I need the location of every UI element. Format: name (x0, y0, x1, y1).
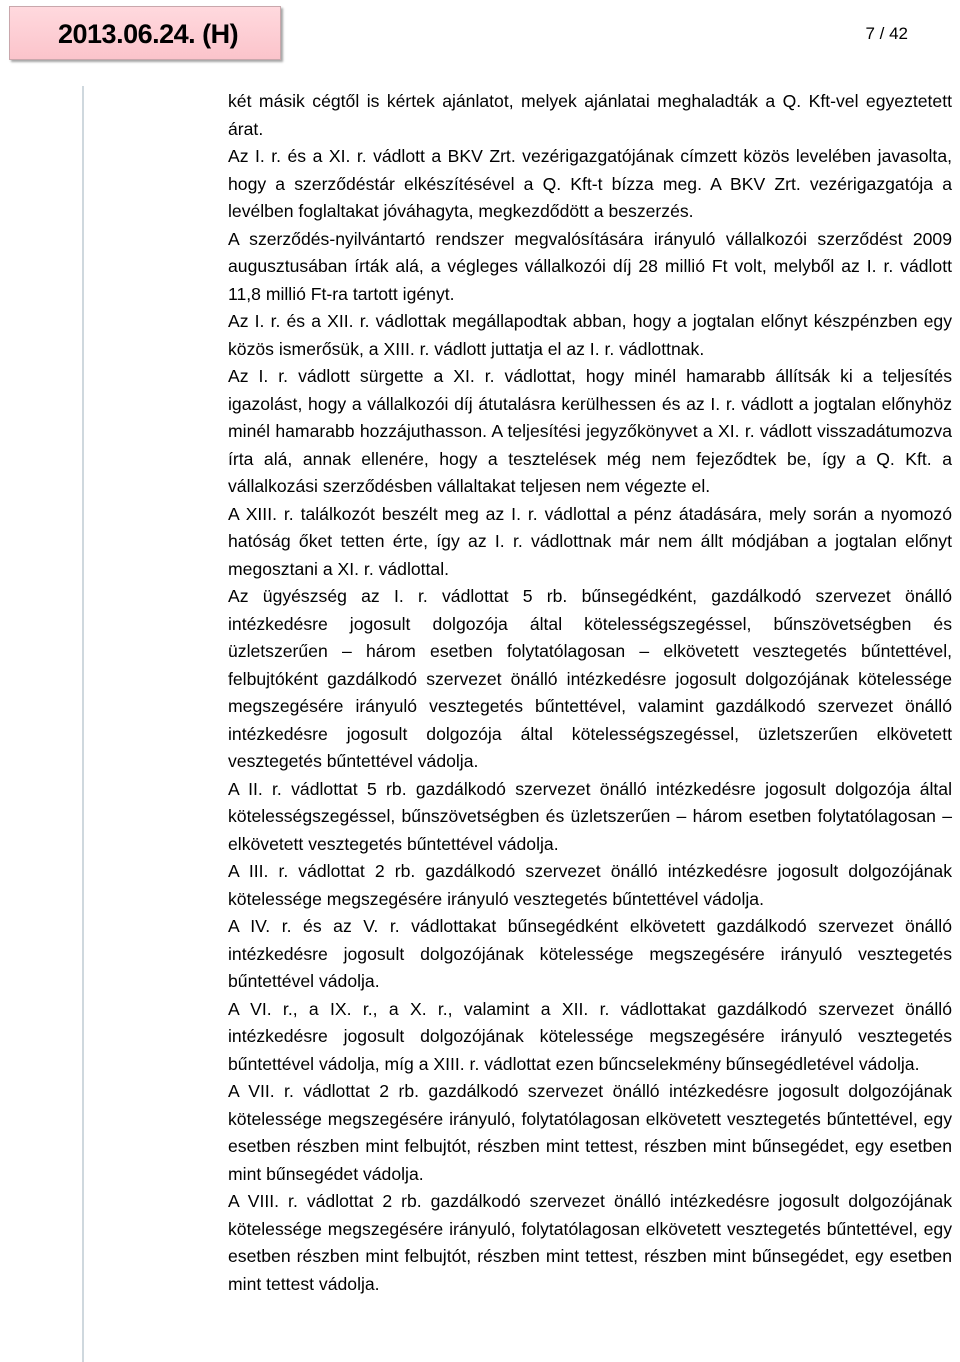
paragraph: Az I. r. és a XII. r. vádlottak megállapodtak abban, hogy a jogtalan előnyt készpénzben egy közös ismerősük, a XIII. r. vádlott juttatja el az I. r. vádlottnak. (228, 311, 952, 359)
date-tab (9, 6, 281, 60)
paragraph: A XIII. r. találkozót beszélt meg az I. r. vádlottal a pénz átadására, mely során a nyomozó hatóság őket tetten érte, így az I. r. vádlottnak már nem állt módjában a jogtalan előnyt megosztani a XI. r. vádlottal. (228, 503, 952, 579)
page-number: 7 / 42 (865, 24, 908, 43)
paragraph: A II. r. vádlottat 5 rb. gazdálkodó szervezet önálló intézkedésre jogosult dolgozója által kötelességszegéssel, bűnszövetségben és üzletszerűen – három esetben folytatólagosan – elkövetett vesztegetés bűntettével vádolja. (228, 778, 952, 854)
paragraph: Az ügyészség az I. r. vádlottat 5 rb. bűnsegédként, gazdálkodó szervezet önálló intézkedésre jogosult dolgozója által kötelességszegéssel, bűnszövetségben és üzletszerűen – három esetben folytatólagosan – elkövetett vesztegetés bűntettével, felbujtóként gazdálkodó szervezet önálló intézkedésre jogosult dolgozójának kötelessége megszegésére irányuló vesztegetés bűntettével, valamint gazdálkodó szervezet önálló intézkedésre jogosult dolgozója által kötelességszegéssel, üzletszerűen elkövetett vesztegetés bűntettével vádolja. (228, 586, 952, 771)
paragraph: A VI. r., a IX. r., a X. r., valamint a XII. r. vádlottakat gazdálkodó szervezet önálló intézkedésre jogosult dolgozójának kötelessége megszegésére irányuló vesztegetés bűntettével vádolja, míg a XIII. r. vádlottat ezen bűncselekmény bűnsegédletével vádolja. (228, 998, 952, 1074)
paragraph: két másik cégtől is kértek ajánlatot, melyek ajánlatai meghaladták a Q. Kft-vel egyeztetett árat. (228, 91, 952, 139)
paragraph: Az I. r. vádlott sürgette a XI. r. vádlottat, hogy minél hamarabb állítsák ki a teljesítés igazolást, hogy a vállalkozói díj átutalásra kerülhessen és az I. r. vádlott a jogtalan előnyhöz minél hamarabb hozzájuthasson. A teljesítési jegyzőkönyvet a XI. r. vádlott visszadátumozva írta alá, annak ellenére, hogy a tesztelések még nem fejeződtek be, így a Q. Kft. a vállalkozási szerződésben vállaltakat teljesen nem végezte el. (228, 366, 952, 496)
paragraph: Az I. r. és a XI. r. vádlott a BKV Zrt. vezérigazgatójának címzett közös levelében javasolta, hogy a szerződéstár elkészítésével a Q. Kft-t bízza meg. A BKV Zrt. vezérigazgatója a levélben foglaltakat jóváhagyta, megkezdődött a beszerzés. (228, 146, 952, 221)
left-margin-rule (82, 86, 84, 1362)
document-body (228, 88, 952, 1298)
paragraph: A VIII. r. vádlottat 2 rb. gazdálkodó szervezet önálló intézkedésre jogosult dolgozójának kötelessége megszegésére irányuló, folytatólagosan elkövetett vesztegetés bűntettével, egy esetben részben mint felbujtót, részben mint tettest, részben mint bűnsegédet, egy esetben mint tettest vádolja. (228, 1191, 952, 1294)
page-header (0, 0, 960, 62)
paragraph: A szerződés-nyilvántartó rendszer megvalósítására irányuló vállalkozói szerződést 2009 augusztusában írták alá, a végleges vállalkozói díj 28 millió Ft volt, melyből az I. r. vádlott 11,8 millió Ft-ra tartott igényt. (228, 228, 952, 304)
document-date: 2013.06.24. (H) (58, 19, 239, 49)
paragraph: A III. r. vádlottat 2 rb. gazdálkodó szervezet önálló intézkedésre jogosult dolgozójának kötelessége megszegésére irányuló vesztegetés bűntettével vádolja. (228, 861, 952, 909)
paragraph: A IV. r. és az V. r. vádlottakat bűnsegédként elkövetett gazdálkodó szervezet önálló intézkedésre jogosult dolgozójának kötelessége megszegésére irányuló vesztegetés bűntettével vádolja. (228, 916, 952, 991)
paragraph: A VII. r. vádlottat 2 rb. gazdálkodó szervezet önálló intézkedésre jogosult dolgozójának kötelessége megszegésére irányuló, folytatólagosan elkövetett vesztegetés bűntettével, egy esetben részben mint felbujtót, részben mint tettest, részben mint bűnsegédet, egy esetben mint bűnsegédet vádolja. (228, 1081, 952, 1184)
